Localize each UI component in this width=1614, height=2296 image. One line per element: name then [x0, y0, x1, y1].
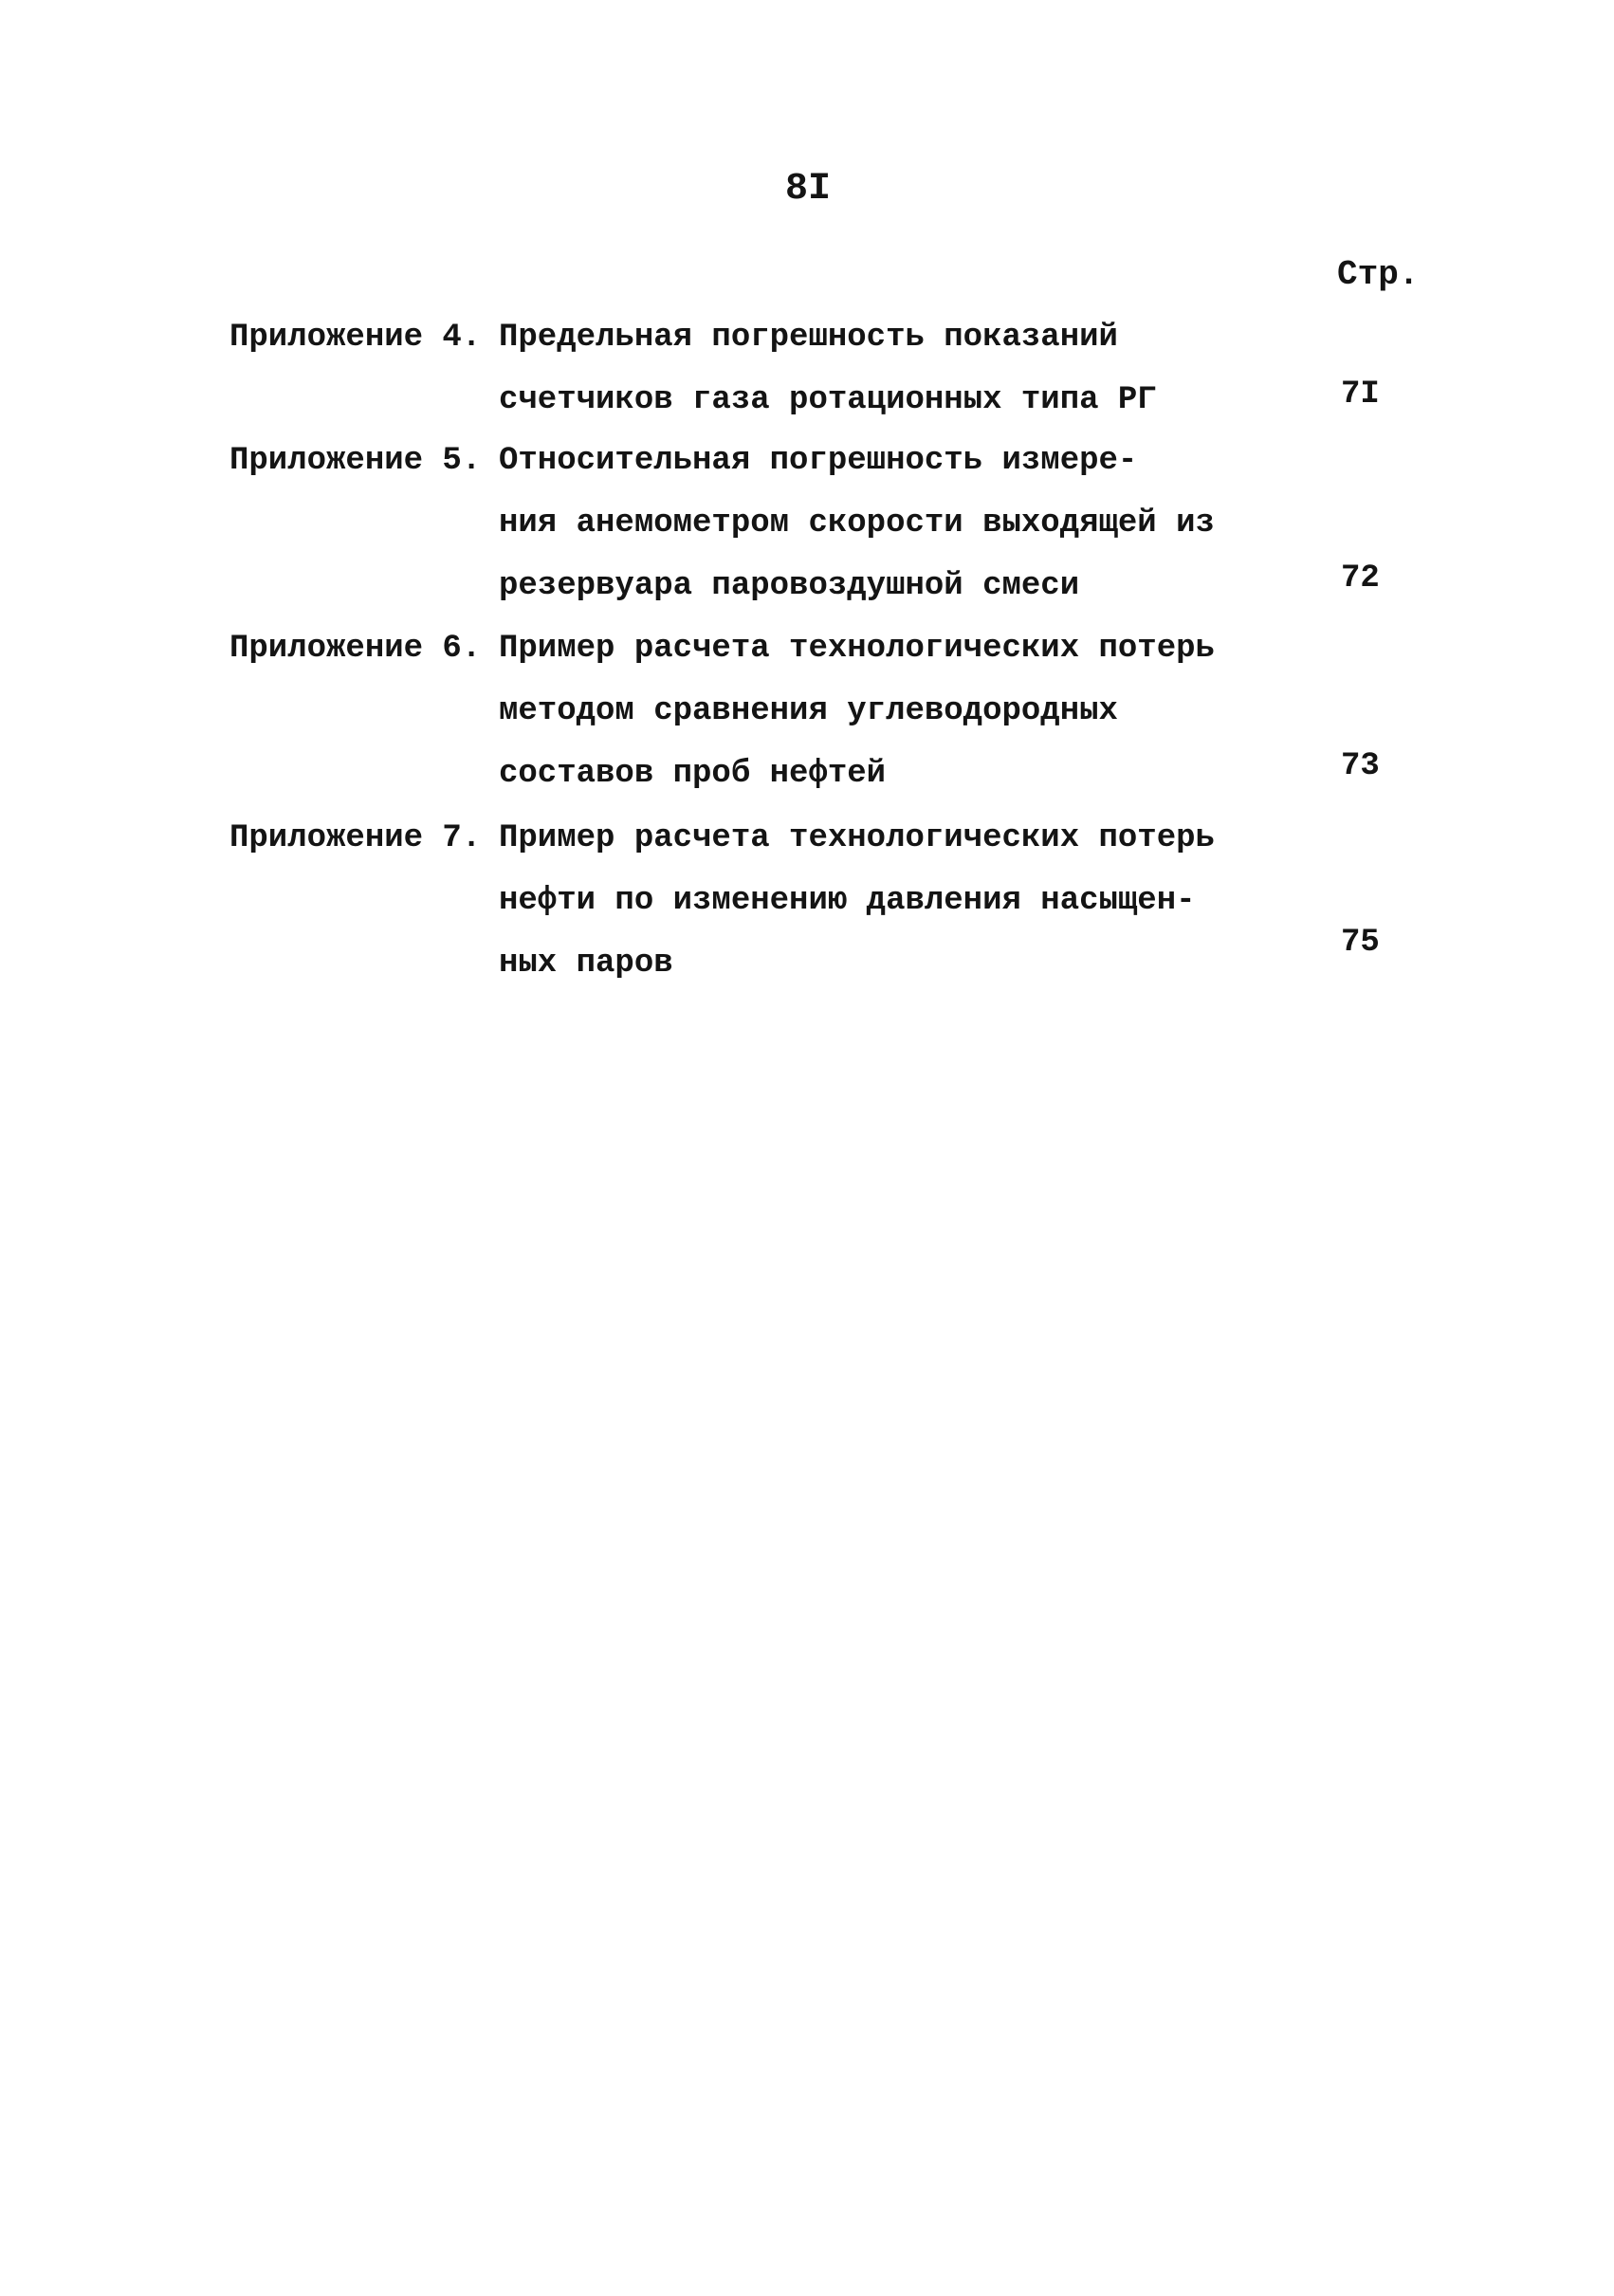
toc-entry-label: Приложение 4. — [229, 320, 482, 356]
toc-entry-label: Приложение 6. — [229, 631, 482, 667]
toc-entry-title-line: составов проб нефтей — [499, 756, 887, 792]
page-number: 8I — [785, 168, 832, 211]
toc-entry-label: Приложение 5. — [229, 443, 482, 479]
toc-entry-title-line: резервуара паровоздушной смеси — [499, 568, 1080, 604]
toc-entry-title-line: счетчиков газа ротационных типа РГ — [499, 382, 1157, 418]
toc-entry-title-line: нефти по изменению давления насыщен- — [499, 883, 1196, 919]
toc-entry-page: 7I — [1341, 377, 1380, 413]
toc-entry-title-line: Пример расчета технологических потерь — [499, 820, 1215, 856]
toc-entry-title-line: Пример расчета технологических потерь — [499, 631, 1215, 667]
toc-entry-page: 72 — [1341, 560, 1380, 597]
toc-entry-title-line: ния анемометром скорости выходящей из — [499, 505, 1215, 542]
page-column-header: Стр. — [1337, 255, 1420, 294]
toc-entry-title — [499, 317, 1238, 442]
toc-entry-page: 73 — [1341, 748, 1380, 784]
toc-entry-page: 75 — [1341, 925, 1380, 961]
toc-entry-title — [499, 628, 1238, 816]
toc-entry-title-line: ных паров — [499, 946, 673, 982]
toc-entry-title — [499, 817, 1238, 1005]
toc-entry-title-line: Относительная погрешность измере- — [499, 443, 1138, 479]
toc-entry-title-line: методом сравнения углеводородных — [499, 693, 1118, 729]
toc-entry-title-line: Предельная погрешность показаний — [499, 320, 1118, 356]
toc-entry-label: Приложение 7. — [229, 820, 482, 856]
toc-entry-title — [499, 440, 1238, 628]
